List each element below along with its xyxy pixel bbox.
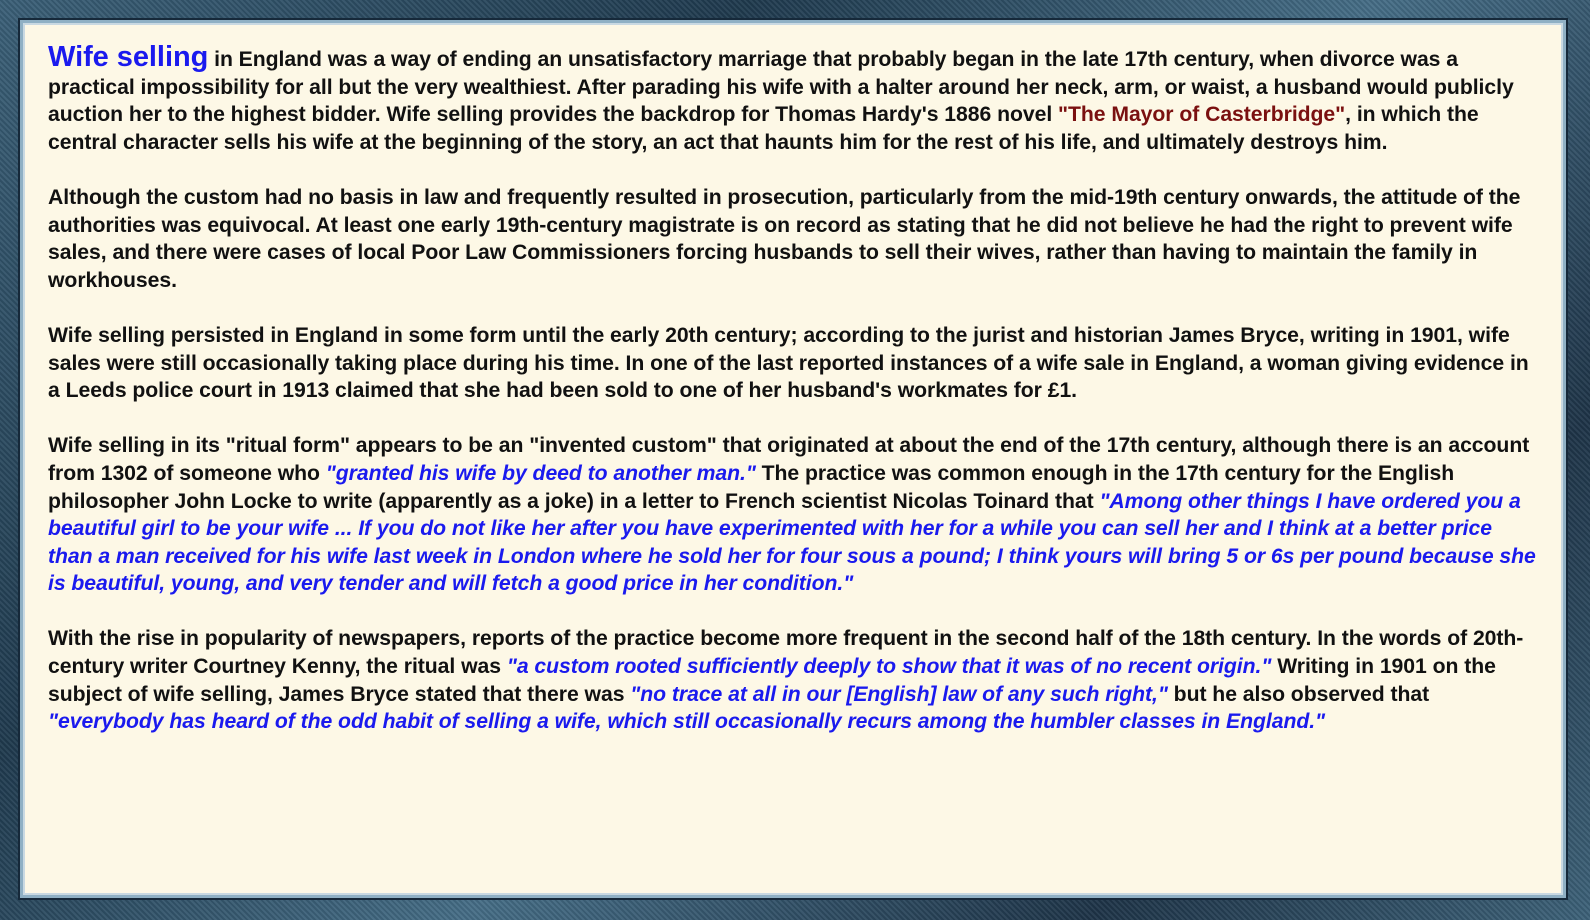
- text-segment: but he also observed that: [1167, 682, 1430, 706]
- paragraph-intro: [48, 41, 1538, 156]
- text-segment: , in which the central character sells his wife at the beginning of the story, an act that haunts him for the rest of his life, and ultimately destroys him.: [48, 103, 1479, 154]
- quote: "no trace at all in our [English] law of any such right,": [630, 682, 1168, 706]
- quote: "Among other things I have ordered you a beautiful girl to be your wife ... If you do not like her after you have experimented with her for a while you can sell her and I think at a better price than a man received for his wife last week in London where he sold her for four sous a pound; I think yours will bring 5 or 6s per pound because she is beautiful, young, and very tender and will fetch a good price in her condition.": [48, 489, 1536, 596]
- paragraph-ritual-form: [48, 432, 1538, 598]
- lead-term: Wife selling: [48, 41, 209, 73]
- paragraph-persistence: [48, 322, 1538, 405]
- text-segment: Wife selling persisted in England in some form until the early 20th century; according to the jurist and historian James Bryce, writing in 1901, wife sales were still occasionally taking place during his time. In one of the last reported instances of a wife sale in England, a woman giving evidence in a Leeds police court in 1913 claimed that she had been sold to one of her husband's workmates for £1.: [48, 323, 1529, 403]
- text-segment: The practice was common enough in the 17th century for the English philosopher John Locke to write (apparently as a joke) in a letter to French scientist Nicolas Toinard that: [48, 461, 1455, 513]
- text-segment: With the rise in popularity of newspapers, reports of the practice become more frequent in the second half of the 18th century. In the words of 20th-century writer Courtney Kenny, the ritual was: [48, 627, 1524, 679]
- article-body: [48, 41, 1538, 763]
- quote: "everybody has heard of the odd habit of selling a wife, which still occasionally recurs among the humbler classes in England.": [48, 710, 1326, 734]
- text-segment: Writing in 1901 on the subject of wife selling, James Bryce stated that there was: [48, 655, 1496, 706]
- text-segment: Although the custom had no basis in law and frequently resulted in prosecution, particularly from the mid-19th century onwards, the attitude of the authorities was equivocal. At least one early 19th-century magistrate is on record as stating that he did not believe he had the right to prevent wife sales, and there were cases of local Poor Law Commissioners forcing husbands to sell their wives, rather than having to maintain the family in workhouses.: [48, 185, 1521, 292]
- paragraph-newspapers: [48, 625, 1538, 735]
- text-segment: Wife selling in its "ritual form" appears to be an "invented custom" that originated at about the end of the 17th century, although there is an account from 1302 of someone who: [48, 434, 1530, 485]
- paragraph-authorities: [48, 184, 1538, 294]
- text-segment: in England was a way of ending an unsatisfactory marriage that probably began in the late 17th century, when divorce was a practical impossibility for all but the very wealthiest. After parading his wife with a halter around her neck, arm, or waist, a husband would publicly auction her to the highest bidder. Wife selling provides the backdrop for Thomas Hardy's 1886 novel: [48, 48, 1514, 127]
- quote: "granted his wife by deed to another man.": [325, 461, 756, 485]
- quote: "a custom rooted sufficiently deeply to show that it was of no recent origin.": [506, 655, 1272, 679]
- novel-title: "The Mayor of Casterbridge": [1058, 103, 1346, 127]
